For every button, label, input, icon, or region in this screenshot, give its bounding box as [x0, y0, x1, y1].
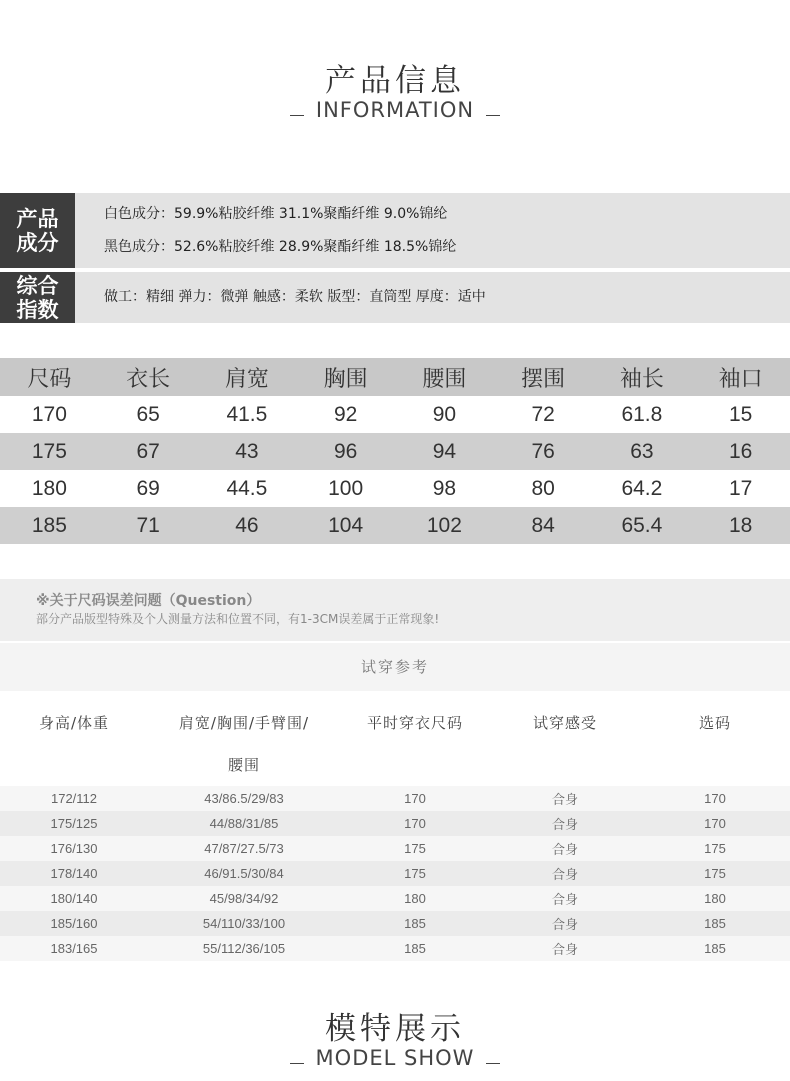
tryon-cell: 185 [640, 936, 790, 961]
summary-tag: 综合指数 [0, 272, 75, 323]
size-row [0, 470, 790, 507]
question-text: 部分产品版型特殊及个人测量方法和位置不同，有1-3CM误差属于正常现象! [36, 612, 440, 626]
size-cell: 65 [136, 402, 160, 426]
tryon-cell: 46/91.5/30/84 [148, 861, 340, 886]
size-header-cell: 摆围 [494, 358, 593, 396]
size-cell: 15 [728, 402, 753, 426]
size-header-cell: 胸围 [296, 358, 395, 396]
tryon-cell: 170 [640, 811, 790, 836]
size-cell: 61.8 [621, 402, 663, 426]
header-dash-right [486, 115, 500, 116]
tryon-cell: 183/165 [0, 936, 148, 961]
composition-black: 黑色成分：52.6%粘胶纤维 28.9%聚酯纤维 18.5%锦纶 [104, 238, 457, 255]
tryon-cell: 合身 [490, 861, 640, 886]
size-cell: 80 [531, 476, 555, 500]
size-cell: 72 [531, 402, 555, 426]
model-show-title-en: MODEL SHOW [315, 1046, 475, 1070]
tryon-cell: 43/86.5/29/83 [148, 786, 340, 811]
composition-row [0, 193, 790, 268]
size-header-cell: 衣长 [99, 358, 198, 396]
tryon-row [0, 836, 790, 861]
tryon-cell: 170 [340, 811, 490, 836]
size-header-cell: 尺码 [0, 358, 99, 396]
model-show-title-cn: 模特展示 [325, 1011, 465, 1047]
header-dash-left [290, 115, 304, 116]
size-header-cell: 袖长 [593, 358, 692, 396]
tryon-cell: 176/130 [0, 836, 148, 861]
tryon-cell: 178/140 [0, 861, 148, 886]
tryon-cell: 47/87/27.5/73 [148, 836, 340, 861]
size-cell: 69 [136, 476, 160, 500]
size-row [0, 433, 790, 470]
tryon-cell: 合身 [490, 836, 640, 861]
tryon-row [0, 886, 790, 911]
tryon-cell: 180 [640, 886, 790, 911]
size-cell: 170 [31, 402, 67, 426]
tryon-cell: 180 [340, 886, 490, 911]
tryon-table [0, 692, 790, 961]
summary-body [75, 272, 790, 323]
tryon-header-cell: 试穿感受 [490, 692, 640, 786]
size-cell: 175 [0, 433, 99, 470]
tryon-cell: 55/112/36/105 [148, 936, 340, 961]
size-cell: 104 [296, 507, 395, 544]
tryon-cell: 175 [340, 861, 490, 886]
size-cell: 180 [31, 476, 67, 500]
size-cell: 92 [333, 402, 358, 426]
size-cell: 64.2 [621, 476, 663, 500]
tryon-row [0, 861, 790, 886]
summary-row [0, 272, 790, 323]
size-cell: 102 [395, 507, 494, 544]
size-cell: 43 [198, 433, 297, 470]
tryon-cell: 175 [640, 836, 790, 861]
information-title-cn: 产品信息 [325, 63, 465, 99]
tryon-cell: 185/160 [0, 911, 148, 936]
size-row [0, 396, 790, 433]
size-header-cell: 袖口 [691, 358, 790, 396]
tryon-row [0, 811, 790, 836]
tryon-cell: 175 [640, 861, 790, 886]
tryon-cell: 175 [340, 836, 490, 861]
size-cell: 16 [691, 433, 790, 470]
size-cell: 44.5 [226, 476, 268, 500]
size-cell: 76 [494, 433, 593, 470]
tryon-header-cell: 肩宽/胸围/手臂围/腰围 [148, 692, 340, 786]
size-cell: 90 [432, 402, 457, 426]
tryon-header-cell: 平时穿衣尺码 [340, 692, 490, 786]
tryon-cell: 185 [340, 911, 490, 936]
composition-tag: 产品成分 [0, 193, 75, 268]
size-header-cell: 腰围 [395, 358, 494, 396]
size-cell: 185 [0, 507, 99, 544]
tryon-cell: 合身 [490, 786, 640, 811]
tryon-cell: 45/98/34/92 [148, 886, 340, 911]
size-cell: 84 [494, 507, 593, 544]
tryon-row [0, 911, 790, 936]
question-title: ※关于尺码误差问题（Question） [36, 593, 261, 609]
size-table [0, 358, 790, 544]
tryon-cell: 185 [340, 936, 490, 961]
size-cell: 67 [99, 433, 198, 470]
information-header [0, 62, 790, 122]
tryon-cell: 44/88/31/85 [148, 811, 340, 836]
tryon-cell: 合身 [490, 811, 640, 836]
tryon-cell: 172/112 [0, 786, 148, 811]
tryon-cell: 170 [640, 786, 790, 811]
tryon-title: 试穿参考 [0, 643, 790, 691]
model-show-header [0, 1010, 790, 1070]
tryon-cell: 合身 [490, 886, 640, 911]
size-cell: 96 [296, 433, 395, 470]
tryon-cell: 170 [340, 786, 490, 811]
size-cell: 100 [328, 476, 364, 500]
header-dash-right [486, 1063, 500, 1064]
size-cell: 18 [691, 507, 790, 544]
size-cell: 63 [593, 433, 692, 470]
size-cell: 46 [198, 507, 297, 544]
size-question-note [0, 579, 790, 641]
size-cell: 41.5 [226, 402, 268, 426]
size-cell: 98 [432, 476, 457, 500]
tryon-cell: 合身 [490, 936, 640, 961]
composition-white: 白色成分：59.9%粘胶纤维 31.1%聚酯纤维 9.0%锦纶 [104, 205, 448, 222]
size-cell: 65.4 [593, 507, 692, 544]
summary-text: 做工：精细 弹力：微弹 触感：柔软 版型：直筒型 厚度：适中 [104, 289, 486, 305]
tryon-row [0, 786, 790, 811]
tryon-header-cell: 选码 [640, 692, 790, 786]
tryon-row [0, 936, 790, 961]
size-table-header [0, 358, 790, 396]
tryon-cell: 175/125 [0, 811, 148, 836]
tryon-cell: 54/110/33/100 [148, 911, 340, 936]
tryon-cell: 180/140 [0, 886, 148, 911]
size-cell: 71 [99, 507, 198, 544]
size-row [0, 507, 790, 544]
size-header-cell: 肩宽 [198, 358, 297, 396]
tryon-header-cell: 身高/体重 [0, 692, 148, 786]
tryon-cell: 185 [640, 911, 790, 936]
size-cell: 17 [728, 476, 753, 500]
composition-body [75, 193, 790, 268]
tryon-cell: 合身 [490, 911, 640, 936]
tryon-header [0, 692, 790, 786]
size-cell: 94 [395, 433, 494, 470]
information-title-en: INFORMATION [315, 98, 475, 122]
header-dash-left [290, 1063, 304, 1064]
